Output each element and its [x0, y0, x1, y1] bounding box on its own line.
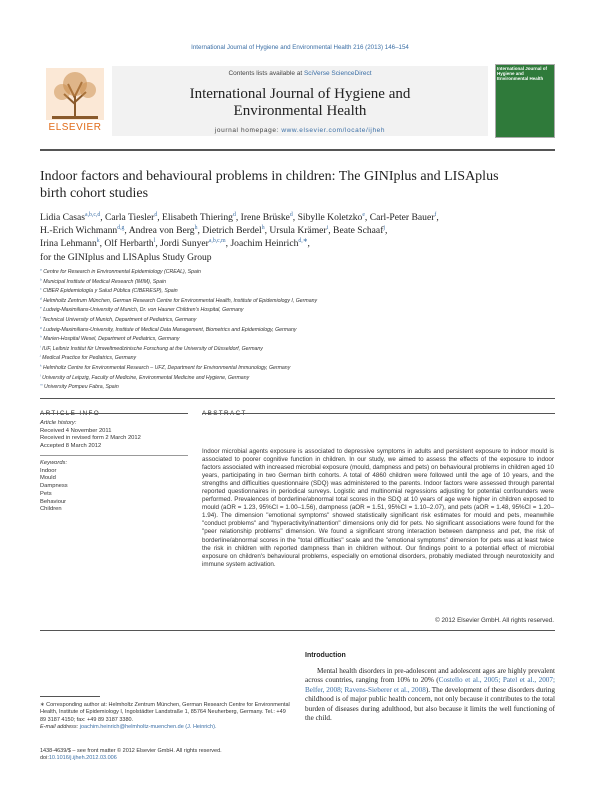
- affiliation-item: [40, 324, 560, 339]
- author-affiliation-marker[interactable]: j: [383, 225, 385, 232]
- affiliation-text: Medical Practice for Pediatrics, Germany: [42, 355, 137, 362]
- affiliation-text: Ludwig-Maximilians-University of Munich, Dr. von Hauner Children's Hospital, Germany: [43, 307, 244, 314]
- keyword-item: Dampness: [40, 483, 68, 490]
- homepage-prefix: journal homepage:: [214, 127, 282, 134]
- footnote-rule: [40, 696, 100, 697]
- author-affiliation-marker[interactable]: a,b,c,d: [85, 211, 101, 218]
- affiliation-text: Helmholtz Centre for Environmental Research – UFZ, Department for Environmental Immunology, Germany: [43, 364, 291, 371]
- keywords-label: Keywords:: [40, 460, 68, 466]
- elsevier-wordmark: ELSEVIER: [48, 122, 102, 133]
- author-affiliation-marker[interactable]: d: [154, 211, 158, 218]
- affiliation-item: [40, 383, 560, 393]
- author-name[interactable]: Irina Lehmann: [40, 238, 97, 250]
- intro-text-part1: Mental health disorders in pre-adolescent and adolescent ages are highly prevalent across countries, ranging from 10% to 20% (: [305, 667, 555, 685]
- introduction-paragraph: [305, 667, 555, 723]
- history-accepted: Accepted 8 March 2012: [40, 443, 102, 450]
- affiliation-item: [40, 297, 560, 307]
- issn-line: 1438-4639/$ – see front matter © 2012 Elsevier GmbH. All rights reserved.: [40, 748, 222, 754]
- author-affiliation-marker[interactable]: f: [434, 211, 437, 218]
- keyword-item: Behaviour: [40, 498, 67, 505]
- journal-citation[interactable]: International Journal of Hygiene and Environmental Health 216 (2013) 146–154: [191, 44, 409, 51]
- journal-homepage: [112, 127, 488, 134]
- corresponding-author-footnote: [40, 702, 290, 731]
- affiliation-text: University of Leipzig, Faculty of Medicine, Environmental Medicine and Hygiene, Germany: [42, 374, 250, 381]
- affiliation-item: [40, 306, 560, 316]
- author-line-3: Irina Lehmann$^k$, Olf Herbarth$^l$, Jordi Sunyer$^{a,b,c,m}$, Joachim Heinrich$^{d,∗}$,: [40, 238, 310, 250]
- doi-link[interactable]: 10.1016/j.ijheh.2012.03.006: [48, 755, 117, 762]
- author-name[interactable]: Elisabeth Thiering: [161, 212, 233, 223]
- affiliation-item: [40, 364, 560, 374]
- intro-text-part2: ). The development of these disorders during childhood is of major public health concern, not only because it contributes to the total burden of diseases during adulthood, but also because it limits the well functioning of the child.: [305, 685, 555, 723]
- author-name[interactable]: Dietrich Berdel: [202, 225, 262, 237]
- author-affiliation-marker[interactable]: d,∗: [298, 238, 308, 245]
- journal-cover-title: International Journal of Hygiene and Environmental Health: [497, 66, 548, 81]
- author-name[interactable]: Joachim Heinrich: [230, 238, 299, 250]
- author-name[interactable]: Beate Schaaf: [333, 225, 384, 237]
- introduction-heading: Introduction: [305, 652, 346, 659]
- author-affiliation-marker[interactable]: i: [326, 225, 329, 232]
- contents-prefix: Contents lists available at: [228, 70, 304, 77]
- author-name[interactable]: Lidia Casas: [40, 212, 86, 223]
- affiliation-item: [40, 276, 560, 291]
- footnote-email-line: [40, 724, 290, 731]
- affiliation-item: [40, 372, 560, 387]
- author-affiliation-marker[interactable]: a,b,c,m: [208, 238, 226, 245]
- keywords-block: [40, 460, 190, 514]
- affiliation-text: University Pompeu Fabra, Spain: [44, 384, 119, 391]
- affiliation-item: [40, 316, 560, 326]
- article-title-line1: Indoor factors and behavioural problems in children: The GINIplus and LISAplus: [40, 169, 499, 184]
- author-name[interactable]: Carla Tiesler: [105, 212, 155, 223]
- study-group: for the GINIplus and LISAplus Study Group: [40, 251, 212, 263]
- affiliation-marker: c: [40, 286, 42, 291]
- article-title: [40, 168, 555, 202]
- author-name[interactable]: Ursula Krämer: [269, 225, 327, 237]
- affiliation-text: CIBER Epidemiología y Salud Pública (CIBERESP), Spain: [43, 288, 178, 295]
- keyword-item: Pets: [40, 490, 52, 497]
- author-name[interactable]: Jordi Sunyer: [160, 238, 209, 250]
- affiliation-marker: h: [40, 334, 42, 339]
- journal-title-line2: Environmental Health: [233, 103, 367, 119]
- author-name[interactable]: Carl-Peter Bauer: [369, 212, 435, 223]
- article-info-rule: [40, 413, 188, 414]
- journal-title: [112, 86, 488, 120]
- affiliation-item: [40, 287, 560, 297]
- page-footer: [40, 748, 290, 763]
- affiliation-marker: g: [40, 324, 42, 329]
- abstract-end-divider: [40, 630, 555, 631]
- affiliation-text: Technical University of Munich, Department of Pediatrics, Germany: [42, 316, 197, 323]
- affiliation-text: Helmholtz Zentrum München, German Research Centre for Environmental Health, Institute of Epidemiology I, Germany: [43, 297, 318, 304]
- author-affiliation-marker[interactable]: l: [153, 238, 156, 245]
- article-title-line2: birth cohort studies: [40, 186, 149, 201]
- affiliation-item: [40, 335, 560, 345]
- author-affiliation-marker[interactable]: h: [194, 225, 198, 232]
- affiliations-list: [40, 268, 560, 393]
- affiliation-marker: f: [40, 315, 41, 320]
- email-label: E-mail address:: [40, 723, 80, 730]
- affiliation-text: Municipal Institute of Medical Research (IMIM), Spain: [43, 278, 167, 285]
- article-history: [40, 420, 190, 451]
- abstract-label: [202, 402, 247, 420]
- contents-line: [112, 70, 488, 77]
- email-link[interactable]: joachim.heinrich@helmholtz-muenchen.de (J. Heinrich).: [79, 723, 217, 730]
- author-affiliation-marker[interactable]: d: [289, 211, 293, 218]
- journal-title-line1: International Journal of Hygiene and: [189, 86, 411, 102]
- affiliation-marker: b: [40, 276, 42, 281]
- author-affiliation-marker[interactable]: d: [232, 211, 236, 218]
- abstract-copyright: © 2012 Elsevier GmbH. All rights reserved.: [435, 617, 554, 624]
- author-line-1: Lidia Casas$^{a,b,c,d}$, Carla Tiesler$^d$, Elisabeth Thiering$^d$, Irene Brüske$^d$, Sibylle Koletzko$^e$, Carl-Peter Bauer$^f$,: [40, 211, 439, 223]
- affiliation-marker: j: [40, 353, 41, 358]
- affiliation-marker: l: [40, 372, 41, 377]
- affiliation-item: [40, 354, 560, 364]
- author-name[interactable]: Olf Herbarth: [104, 238, 154, 250]
- article-history-label: Article history:: [40, 420, 77, 426]
- sciencedirect-link[interactable]: SciVerse ScienceDirect: [303, 70, 372, 77]
- abstract-text: Indoor microbial agents exposure is associated to depressive symptoms in adults and persistent exposure to indoor mould is associated to poorer cognitive function in children. In our study, we aimed to assess the effects of the exposure to indoor factors associated with increased microbial exposure (mould, dampness and pets) on behavioural problems in children aged 10 years, participating in two German birth cohorts. A total of 4860 children were followed until the age of 10 years, and the strengths and difficulties questionnaire (SDQ) was administered to the parents. Indoor factors were assessed through parental reported questionnaires in periodical surveys. Logistic and multinomial regressions adjusting for potential confounders were performed. Prevalences of borderline/abnormal total scores in the SDQ at 10 years of age were higher in children exposed to mould (aOR = 1.23, 95%CI = 1.00–1.56), dampness (aOR = 1.51, 95%CI = 1.10–2.07), and pets (aOR = 1.48, 95%CI = 1.20–1.94). The dimension "emotional symptoms" showed statistically significant risk estimates for mould and pets, meanwhile "conduct problems" and "hyperactivity/inattention" dimensions only did for pets. No significant associations were found for the "peer relationship problems" dimension. We found a significant strong interaction between dampness and pet, the risk of borderline/abnormal scores in the "total difficulties" scale and the "emotional symptoms" dimension for pets was at least twice the risk in children with reported dampness than in children without. Our findings point to a potential effect of microbial exposure on children's behavioural problems, especially on emotional disorders, probably mediated through neurotoxicity and immune system activation.: [202, 448, 554, 568]
- author-name[interactable]: Irene Brüske: [240, 212, 290, 223]
- history-received: Received 4 November 2011: [40, 427, 112, 434]
- author-affiliation-marker[interactable]: k: [96, 238, 100, 245]
- author-affiliation-marker[interactable]: e: [362, 211, 365, 218]
- author-name[interactable]: Sibylle Koletzko: [297, 212, 363, 223]
- affiliation-marker: i: [40, 344, 41, 349]
- affiliation-marker: a: [40, 267, 42, 272]
- author-line-2: H.-Erich Wichmann$^{d,g}$, Andrea von Berg$^h$, Dietrich Berdel$^h$, Ursula Krämer$^i$, Beate Schaaf$^j$,: [40, 225, 388, 237]
- doi-line: [40, 755, 290, 762]
- keywords-rule: [40, 455, 188, 456]
- author-name[interactable]: Andrea von Berg: [128, 225, 195, 237]
- affiliation-text: IUF, Leibniz Institut für Umweltmedizinische Forschung at the University of Düsseldorf, Germany: [42, 345, 263, 352]
- author-affiliation-marker[interactable]: h: [261, 225, 265, 232]
- homepage-link[interactable]: www.elsevier.com/locate/ijheh: [281, 127, 386, 134]
- intro-references[interactable]: Costello et al., 2005; Patel et al., 2007; Belfer, 2008; Ravens-Sieberer et al., 2008: [305, 676, 555, 694]
- article-info-label: [40, 402, 100, 420]
- author-affiliation-marker[interactable]: d,g: [117, 225, 125, 232]
- keyword-item: Children: [40, 506, 62, 513]
- affiliation-marker: m: [40, 382, 43, 387]
- doi-prefix: doi:: [40, 755, 49, 762]
- affiliation-marker: k: [40, 363, 42, 368]
- keyword-item: Mould: [40, 475, 56, 482]
- affiliation-text: Centre for Research in Environmental Epidemiology (CREAL), Spain: [43, 269, 201, 275]
- abstract-rule: [202, 413, 555, 414]
- author-name[interactable]: H.-Erich Wichmann: [40, 225, 118, 237]
- affiliation-text: Marien-Hospital Wesel, Department of Pediatrics, Germany: [43, 336, 180, 343]
- author-list: [40, 211, 560, 264]
- keyword-item: Indoor: [40, 467, 57, 474]
- affiliation-item: [40, 345, 560, 355]
- affiliation-marker: d: [40, 296, 42, 301]
- header-divider: [40, 149, 555, 151]
- affiliation-marker: e: [40, 305, 42, 310]
- affiliation-text: Ludwig-Maximilians-University, Institute of Medical Data Management, Biometrics and Epidemiology, Germany: [43, 326, 297, 333]
- affiliation-item: [40, 268, 560, 278]
- affiliations-divider: [40, 398, 555, 399]
- history-revised: Received in revised form 2 March 2012: [40, 435, 141, 442]
- footnote-text: ∗ Corresponding author at: Helmholtz Zentrum München, German Research Centre for Environmental Health, Institute of Epidemiology I, Ingolstädter Landstraße 1, 85764 Neuherberg, Germany. Tel.: +49 89 3187 4150; fax: +49 89 3187 3380.: [40, 702, 290, 723]
